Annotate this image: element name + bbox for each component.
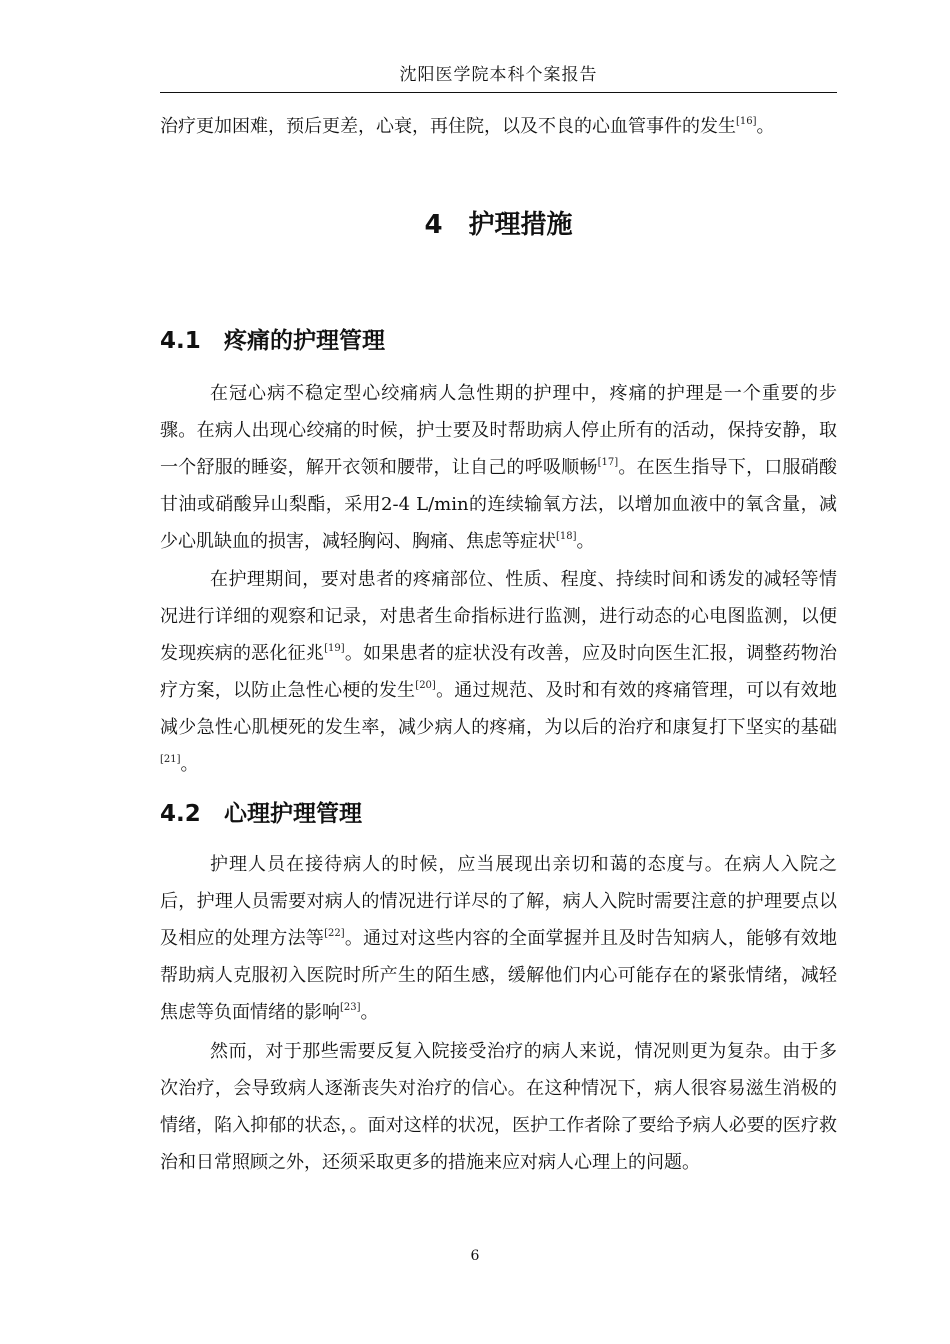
paragraph-text: 在护理期间，要对患者的疼痛部位、性质、程度、持续时间和诱发的减轻等情况进行详细的观察和记录，对患者生命指标进行监测，进行动态的心电图监测，以便发现疾病的恶化征兆	[160, 569, 837, 664]
paragraph-text: 护理人员在接待病人的时候，应当展现出亲切和蔼的态度与。在病人入院之后，护理人员需要对病人的情况进行详尽的了解，病人入院时需要注意的护理要点以及相应的处理方法等	[160, 854, 837, 949]
intro-text: 治疗更加困难，预后更差，心衰，再住院，以及不良的心血管事件的发生	[160, 116, 736, 137]
citation-23: [23]	[340, 1002, 361, 1013]
citation-21: [21]	[160, 754, 181, 765]
section-title: 心理护理管理	[224, 801, 362, 827]
chapter-title: 护理措施	[468, 210, 573, 240]
section-title: 疼痛的护理管理	[224, 328, 385, 354]
citation-16: [16]	[736, 116, 757, 127]
paragraph-text: 。通过对这些内容的全面掌握并且及时告知病人，能够有效地帮助病人克服初入医院时所产生的陌生感，缓解他们内心可能存在的紧张情绪，减轻焦虑等负面情绪的影响	[160, 928, 838, 1023]
citation-20: [20]	[415, 680, 436, 691]
paragraph-text: 。在医生指导下，口服硝酸甘油或硝酸异山梨酯，采用2-4 L/min的连续输氧方法，以增加血液中的氧含量，减少心肌缺血的损害，减轻胸闷、胸痛、焦虑等症状	[160, 457, 838, 552]
chapter-number: 4	[424, 210, 443, 240]
section-heading-4-2	[160, 796, 837, 832]
section-number: 4.1	[160, 328, 201, 354]
paragraph-text: 然而，对于那些需要反复入院接受治疗的病人来说，情况则更为复杂。由于多次治疗，会导致病人逐渐丧失对治疗的信心。在这种情况下，病人很容易滋生消极的情绪，陷入抑郁的状态，。面对这样的状况，医护工作者除了要给予病人必要的医疗救治和日常照顾之外，还须采取更多的措施来应对病人心理上的问题。	[160, 1041, 837, 1173]
citation-19: [19]	[324, 643, 345, 654]
chapter-heading	[160, 203, 837, 247]
intro-continuation-paragraph	[160, 108, 837, 145]
paragraph-text: 。如果患者的症状没有改善，应及时向医生汇报，调整药物治疗方案，以防止急性心梗的发生	[160, 643, 838, 701]
section-number: 4.2	[160, 801, 201, 827]
intro-end: 。	[756, 116, 775, 137]
paragraph-text: 。	[360, 1002, 379, 1023]
paragraph-psych-care-2	[160, 1033, 837, 1181]
citation-22: [22]	[324, 928, 345, 939]
paragraph-text: 。	[180, 754, 199, 775]
paragraph-text: 。	[576, 531, 595, 552]
running-header: 沈阳医学院本科个案报告	[399, 65, 598, 85]
paragraph-pain-care-1	[160, 375, 837, 560]
paragraph-text: 。通过规范、及时和有效的疼痛管理，可以有效地减少急性心肌梗死的发生率，减少病人的疼痛，为以后的治疗和康复打下坚实的基础	[160, 680, 838, 738]
section-heading-4-1	[160, 323, 837, 359]
paragraph-pain-care-2	[160, 561, 837, 783]
page-number: 6	[470, 1248, 480, 1264]
citation-17: [17]	[597, 457, 619, 468]
header-rule	[160, 92, 837, 93]
paragraph-text: 在冠心病不稳定型心绞痛病人急性期的护理中，疼痛的护理是一个重要的步骤。在病人出现心绞痛的时候，护士要及时帮助病人停止所有的活动，保持安静，取一个舒服的睡姿，解开衣领和腰带，让自己的呼吸顺畅	[160, 383, 837, 478]
paragraph-psych-care-1	[160, 846, 837, 1031]
citation-18: [18]	[556, 531, 577, 542]
